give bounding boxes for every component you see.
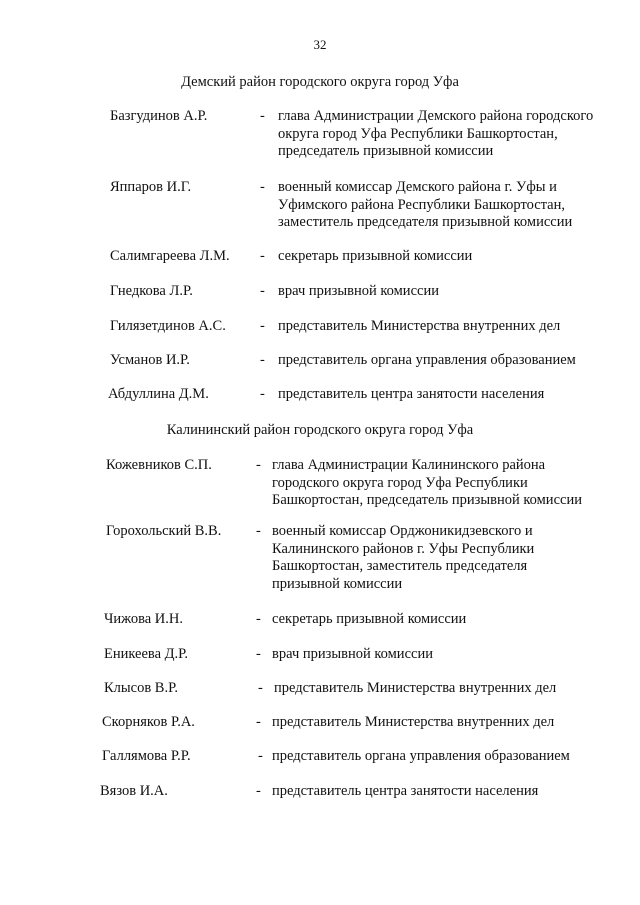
dash: - xyxy=(260,386,265,402)
member-name: Горохольский В.В. xyxy=(106,523,222,539)
member-name: Клысов В.Р. xyxy=(104,680,178,696)
member-role: представитель Министерства внутренних дел xyxy=(274,680,557,696)
member-name: Абдуллина Д.М. xyxy=(108,386,209,402)
section-heading: Демский район городского округа город Уфа xyxy=(181,74,459,90)
member-name: Салимгареева Л.М. xyxy=(110,248,230,264)
member-role: секретарь призывной комиссии xyxy=(278,248,473,264)
member-name: Галлямова Р.Р. xyxy=(102,748,191,764)
member-name: Скорняков Р.А. xyxy=(102,714,195,730)
member-role: представитель Министерства внутренних дел xyxy=(272,714,555,730)
dash: - xyxy=(256,611,261,627)
page-number: 32 xyxy=(313,37,327,52)
member-name: Гилязетдинов А.С. xyxy=(110,318,226,334)
member-role: секретарь призывной комиссии xyxy=(272,611,467,627)
member-role: представитель Министерства внутренних дел xyxy=(278,318,561,334)
dash: - xyxy=(256,646,261,662)
member-role: представитель центра занятости населения xyxy=(272,783,539,799)
member-role: врач призывной комиссии xyxy=(278,283,439,299)
dash: - xyxy=(258,680,263,696)
member-role: представитель органа управления образованием xyxy=(272,748,570,764)
dash: - xyxy=(260,248,265,264)
dash: - xyxy=(260,283,265,299)
member-name: Кожевников С.П. xyxy=(106,457,212,473)
member-role: представитель центра занятости населения xyxy=(278,386,545,402)
dash: - xyxy=(258,748,263,764)
member-name: Чижова И.Н. xyxy=(104,611,183,627)
member-role: глава Администрации Калининского района городского округа город Уфа Республики Башкортостан, председатель призывной комиссии xyxy=(272,457,582,508)
dash: - xyxy=(256,457,261,473)
member-name: Усманов И.Р. xyxy=(110,352,190,368)
section-heading: Калининский район городского округа город Уфа xyxy=(166,422,474,438)
member-name: Гнедкова Л.Р. xyxy=(110,283,193,299)
dash: - xyxy=(256,714,261,730)
dash: - xyxy=(256,783,261,799)
member-role: военный комиссар Орджоникидзевского и Калининского районов г. Уфы Республики Башкортостан, заместитель председателя призывной комиссии xyxy=(272,523,535,592)
member-role: военный комиссар Демского района г. Уфы и Уфимского района Республики Башкортостан, заместитель председателя призывной комиссии xyxy=(278,179,573,230)
dash: - xyxy=(260,318,265,334)
member-role: представитель органа управления образованием xyxy=(278,352,576,368)
member-role: врач призывной комиссии xyxy=(272,646,433,662)
dash: - xyxy=(256,523,261,539)
member-name: Яппаров И.Г. xyxy=(110,179,192,195)
dash: - xyxy=(260,179,265,195)
member-name: Базгудинов А.Р. xyxy=(110,108,208,124)
member-name: Вязов И.А. xyxy=(100,783,168,799)
member-role: глава Администрации Демского района городского округа город Уфа Республики Башкортостан, председатель призывной комиссии xyxy=(278,108,594,159)
dash: - xyxy=(260,352,265,368)
dash: - xyxy=(260,108,265,124)
member-name: Еникеева Д.Р. xyxy=(104,646,189,662)
